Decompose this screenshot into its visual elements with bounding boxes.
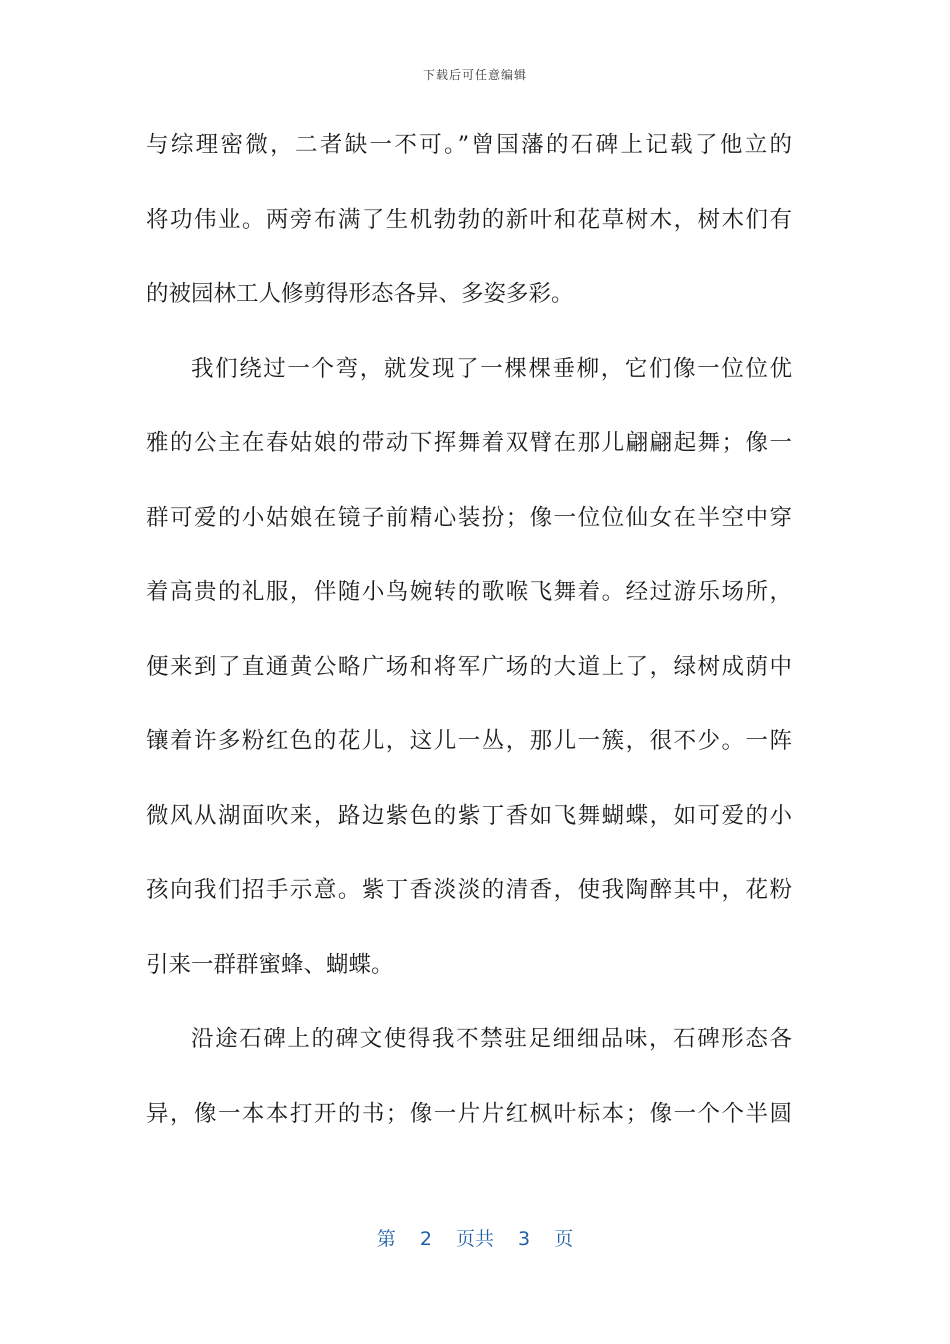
paragraph-line: 与综理密微，二者缺一不可。”曾国藩的石碑上记载了他立的 (146, 132, 792, 158)
paragraph-line: 的被园林工人修剪得形态各异、多姿多彩。 (146, 281, 574, 307)
paragraph-line: 微风从湖面吹来，路边紫色的紫丁香如飞舞蝴蝶，如可爱的小 (146, 802, 792, 829)
paragraph-line: 孩向我们招手示意。紫丁香淡淡的清香，使我陶醉其中，花粉 (146, 877, 792, 903)
page-footer (0, 1224, 950, 1251)
footer-total-pages: 3 (518, 1228, 531, 1250)
header-note: 下载后可任意编辑 (422, 68, 527, 82)
paragraph-line: 异，像一本本打开的书；像一片片红枫叶标本；像一个个半圆 (146, 1100, 792, 1127)
paragraph-line: 沿途石碑上的碑文使得我不禁驻足细细品味，石碑形态各 (191, 1026, 792, 1052)
footer-label-total: 页共 (455, 1228, 494, 1250)
paragraph-line: 雅的公主在春姑娘的带动下挥舞着双臂在那儿翩翩起舞；像一 (146, 430, 792, 456)
paragraph-line: 将功伟业。两旁布满了生机勃勃的新叶和花草树木，树木们有 (146, 206, 792, 233)
paragraph-line: 引来一群群蜜蜂、蝴蝶。 (146, 951, 394, 978)
paragraph-line: 我们绕过一个弯，就发现了一棵棵垂柳，它们像一位位优 (191, 355, 792, 382)
paragraph-line: 群可爱的小姑娘在镜子前精心装扮；像一位位仙女在半空中穿 (146, 504, 792, 531)
paragraph-line: 着高贵的礼服，伴随小鸟婉转的歌喉飞舞着。经过游乐场所， (146, 579, 792, 605)
paragraph-line: 便来到了直通黄公略广场和将军广场的大道上了，绿树成荫中 (146, 653, 792, 680)
paragraph-line: 镶着许多粉红色的花儿，这儿一丛，那儿一簇，很不少。一阵 (146, 728, 792, 754)
body-text (146, 108, 792, 1151)
footer-label-end: 页 (554, 1228, 574, 1250)
footer-label-page: 第 (376, 1228, 396, 1250)
footer-current-page: 2 (419, 1228, 432, 1250)
